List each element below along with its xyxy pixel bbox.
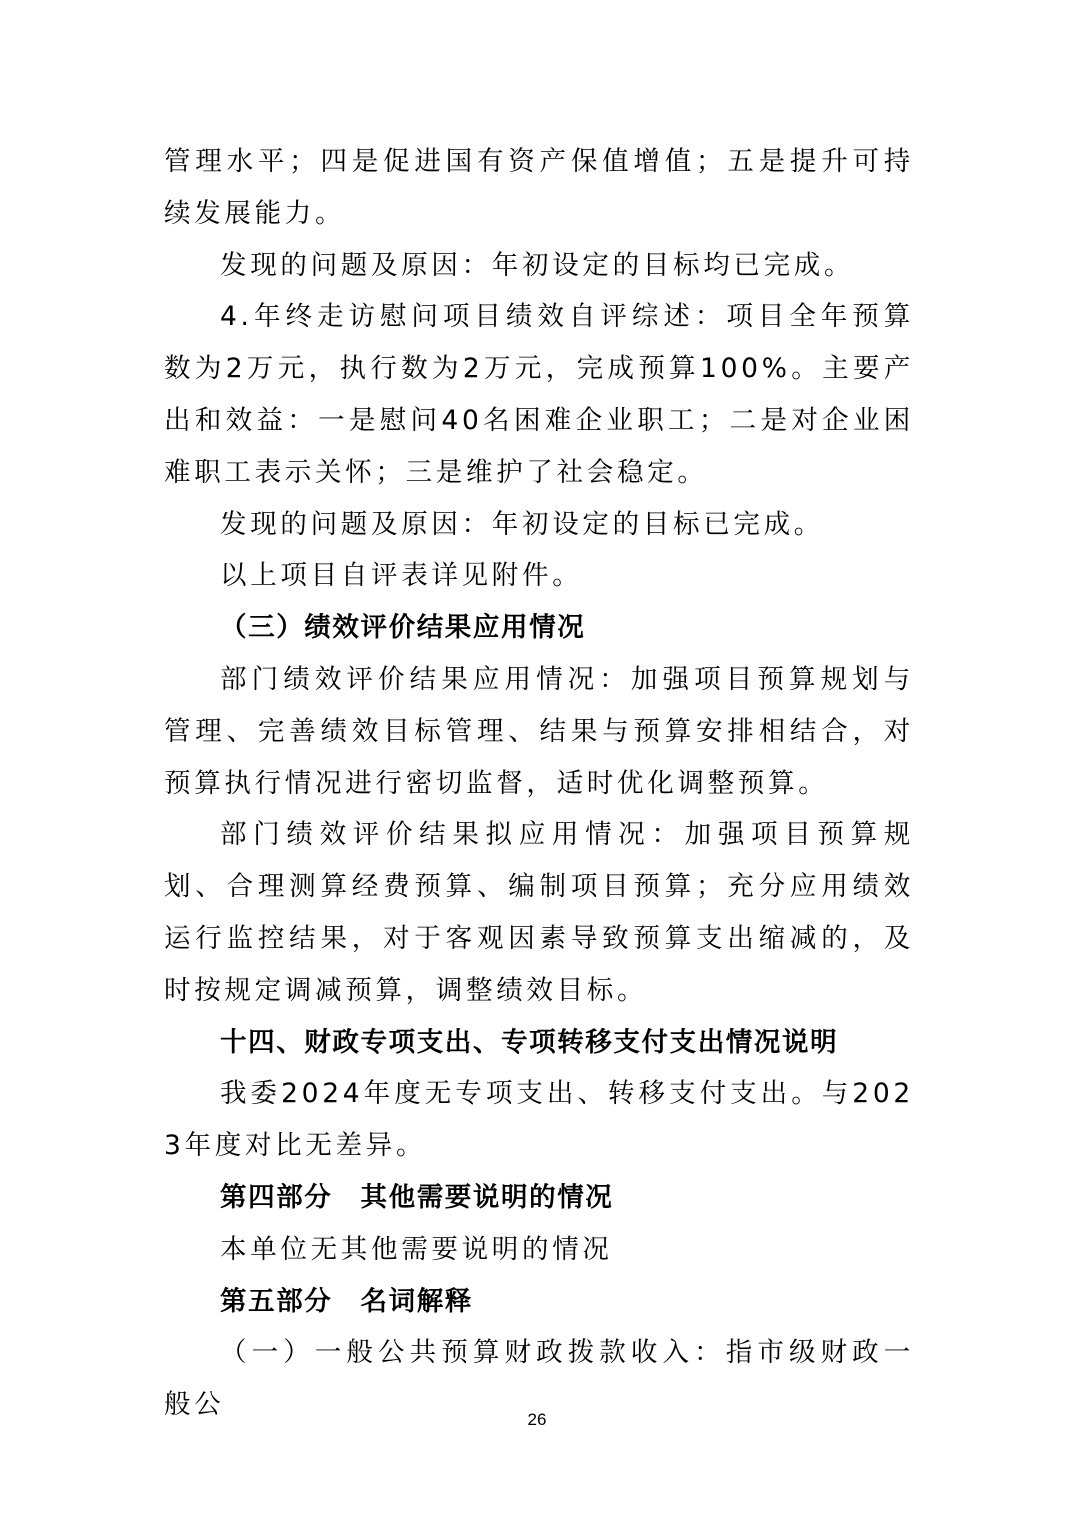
paragraph-glossary-1: （一）一般公共预算财政拨款收入：指市级财政一般公: [164, 1337, 914, 1421]
paragraph-results-planned-application: 部门绩效评价结果拟应用情况：加强项目预算规划、合理测算经费预算、编制项目预算；充分应用绩效运行监控结果，对于客观因素导致预算支出缩减的，及时按规定调减预算，调整绩效目标。: [164, 819, 914, 1006]
section-heading-results-application: （三）绩效评价结果应用情况: [220, 612, 586, 644]
paragraph-continuation: 管理水平；四是促进国有资产保值增值；五是提升可持续发展能力。: [164, 146, 914, 229]
paragraph-attachment-note: 以上项目自评表详见附件。: [220, 560, 583, 592]
paragraph-special-expenditure: 我委2024年度无专项支出、转移支付支出。与2023年度对比无差异。: [164, 1078, 914, 1162]
paragraph-problems-2: 发现的问题及原因：年初设定的目标已完成。: [220, 508, 824, 540]
paragraph-other-matters: 本单位无其他需要说明的情况: [220, 1233, 613, 1265]
paragraph-project-4: 4.年终走访慰问项目绩效自评综述：项目全年预算数为2万元，执行数为2万元，完成预算100%。主要产出和效益：一是慰问40名困难企业职工；二是对企业困难职工表示关怀；三是维护了社会稳定。: [164, 301, 914, 488]
part-heading-glossary: 第五部分 名词解释: [220, 1285, 473, 1317]
paragraph-results-application: 部门绩效评价结果应用情况：加强项目预算规划与管理、完善绩效目标管理、结果与预算安排相结合，对预算执行情况进行密切监督，适时优化调整预算。: [164, 663, 914, 799]
paragraph-problems-1: 发现的问题及原因：年初设定的目标均已完成。: [220, 249, 855, 281]
section-heading-special-expenditure: 十四、财政专项支出、专项转移支付支出情况说明: [220, 1026, 839, 1058]
document-body: [164, 136, 914, 1431]
page-number: 26: [527, 1410, 547, 1429]
part-heading-other-matters: 第四部分 其他需要说明的情况: [220, 1181, 614, 1213]
